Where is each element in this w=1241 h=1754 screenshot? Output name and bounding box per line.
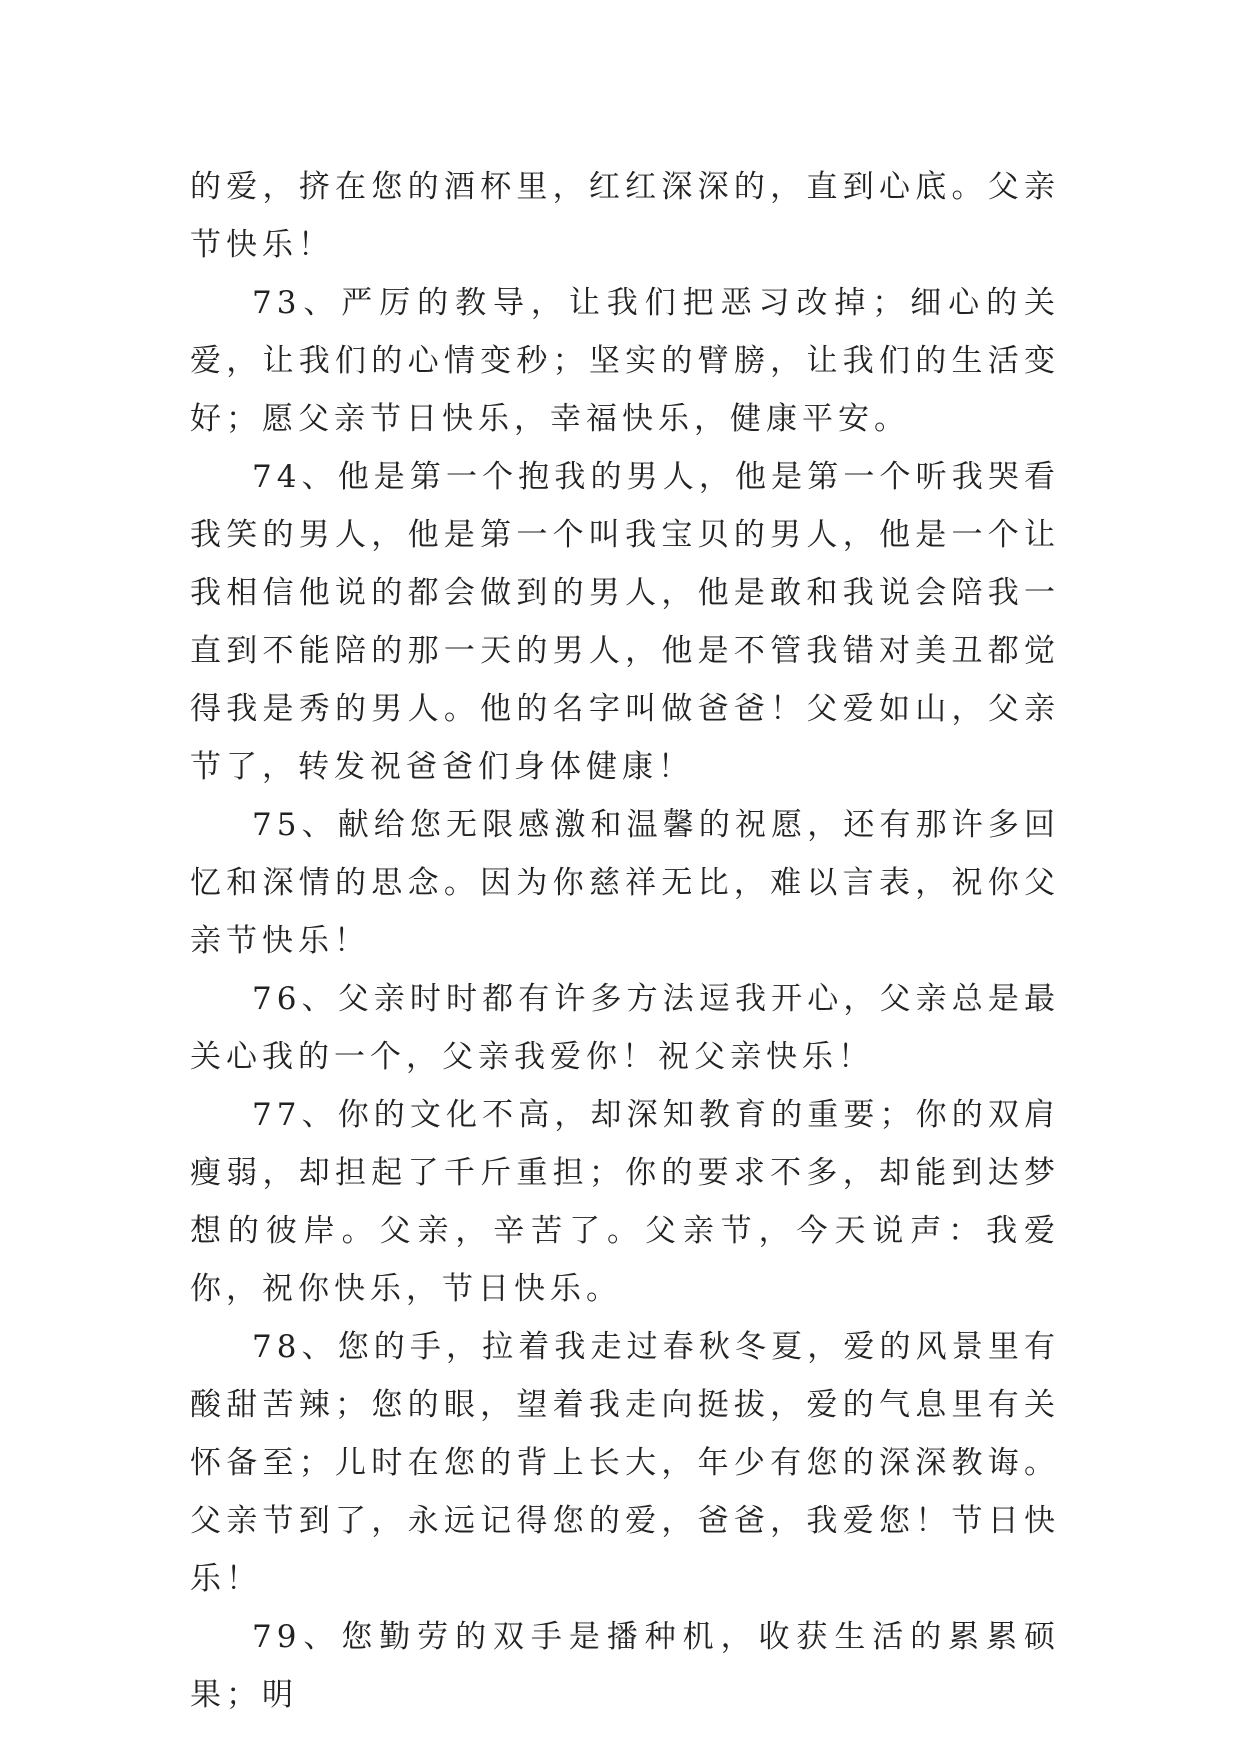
paragraph-77: 77、你的文化不高，却深知教育的重要；你的双肩瘦弱，却担起了千斤重担；你的要求不多，却能到达梦想的彼岸。父亲，辛苦了。父亲节，今天说声：我爱你，祝你快乐，节日快乐。 <box>190 1097 1060 1307</box>
paragraph-79: 79、您勤劳的双手是播种机，收获生活的累累硕果；明 <box>190 1619 1060 1713</box>
paragraph-78: 78、您的手，拉着我走过春秋冬夏，爱的风景里有酸甜苦辣；您的眼，望着我走向挺拔，爱的气息里有关怀备至；儿时在您的背上长大，年少有您的深深教诲。父亲节到了，永远记得您的爱，爸爸，我爱您！节日快乐！ <box>190 1329 1060 1597</box>
document-body <box>190 158 1060 1724</box>
paragraph-74: 74、他是第一个抱我的男人，他是第一个听我哭看我笑的男人，他是第一个叫我宝贝的男人，他是一个让我相信他说的都会做到的男人，他是敢和我说会陪我一直到不能陪的那一天的男人，他是不管我错对美丑都觉得我是秀的男人。他的名字叫做爸爸！父爱如山，父亲节了，转发祝爸爸们身体健康！ <box>190 459 1060 785</box>
paragraph-75: 75、献给您无限感激和温馨的祝愿，还有那许多回忆和深情的思念。因为你慈祥无比，难以言表，祝你父亲节快乐！ <box>190 807 1060 959</box>
paragraph-76: 76、父亲时时都有许多方法逗我开心，父亲总是最关心我的一个，父亲我爱你！祝父亲快乐！ <box>190 981 1060 1075</box>
paragraph-73: 73、严厉的教导，让我们把恶习改掉；细心的关爱，让我们的心情变秒；坚实的臂膀，让我们的生活变好；愿父亲节日快乐，幸福快乐，健康平安。 <box>190 285 1060 437</box>
paragraph-continued: 的爱，挤在您的酒杯里，红红深深的，直到心底。父亲节快乐！ <box>190 169 1060 263</box>
